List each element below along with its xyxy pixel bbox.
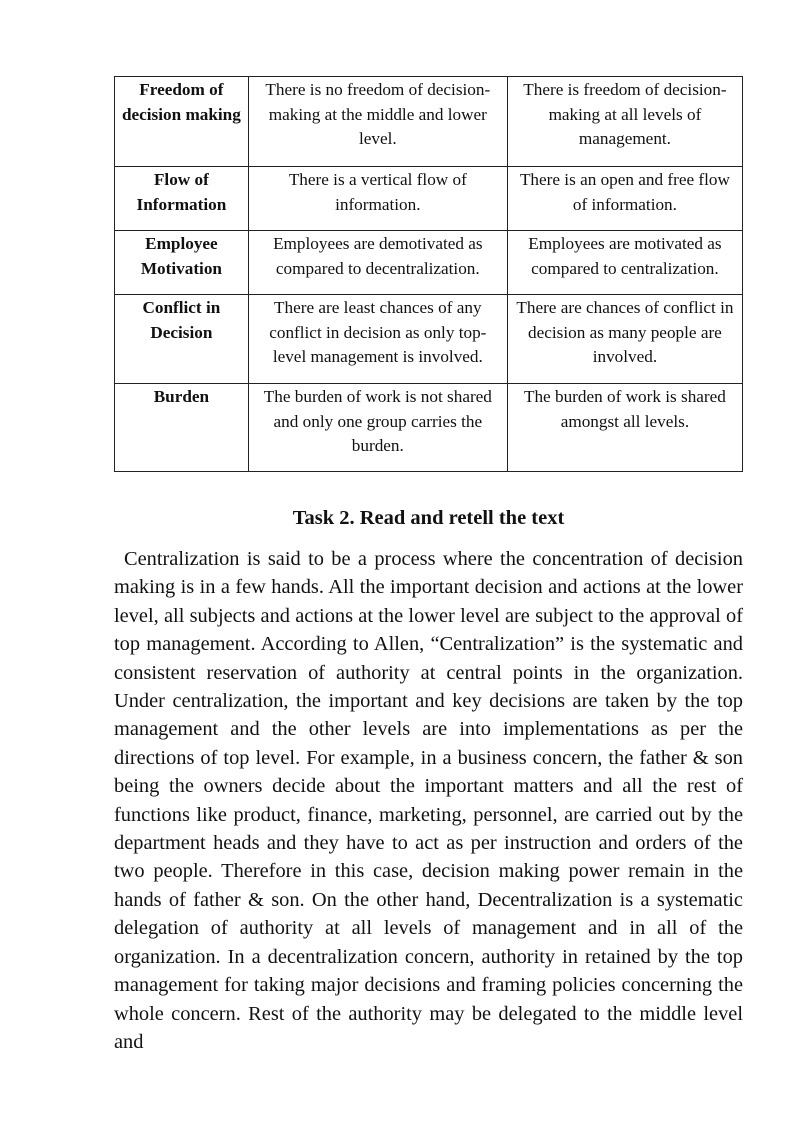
centralization-cell: There is a vertical flow of information. <box>248 167 507 231</box>
centralization-cell: There are least chances of any conflict in decision as only top-level management is involved. <box>248 295 507 384</box>
aspect-cell: Burden <box>115 384 249 472</box>
centralization-cell: Employees are demotivated as compared to decentralization. <box>248 231 507 295</box>
body-paragraph: Centralization is said to be a process where the concentration of decision making is in a few hands. All the important decision and actions at the lower level, all subjects and actions at the lower level are subject to the approval of top management. According to Allen, “Centralization” is the systematic and consistent reservation of authority at central points in the organization. Under centralization, the important and key decisions are taken by the top management and the other levels are into implementations as per the directions of top level. For example, in a business concern, the father & son being the owners decide about the important matters and all the rest of functions like product, finance, marketing, personnel, are carried out by the department heads and they have to act as per instruction and orders of the two people. Therefore in this case, decision making power remain in the hands of father & son. On the other hand, Decentralization is a systematic delegation of authority at all levels of management and in all of the organization. In a decentralization concern, authority in retained by the top management for taking major decisions and framing policies concerning the whole concern. Rest of the authority may be delegated to the middle level and <box>114 548 743 1053</box>
table-row <box>115 295 743 384</box>
centralization-cell: There is no freedom of decision-making at the middle and lower level. <box>248 77 507 167</box>
table-row <box>115 231 743 295</box>
table-row <box>115 167 743 231</box>
aspect-cell: Flow of Information <box>115 167 249 231</box>
centralization-cell: The burden of work is not shared and only one group carries the burden. <box>248 384 507 472</box>
decentralization-cell: There is freedom of decision-making at all levels of management. <box>507 77 742 167</box>
aspect-cell: Freedom of decision making <box>115 77 249 167</box>
table-row <box>115 384 743 472</box>
comparison-table <box>114 76 743 472</box>
task-heading: Task 2. Read and retell the text <box>292 507 565 529</box>
decentralization-cell: There are chances of conflict in decision as many people are involved. <box>507 295 742 384</box>
decentralization-cell: The burden of work is shared amongst all levels. <box>507 384 742 472</box>
aspect-cell: Conflict in Decision <box>115 295 249 384</box>
decentralization-cell: There is an open and free flow of information. <box>507 167 742 231</box>
table-row <box>115 77 743 167</box>
decentralization-cell: Employees are motivated as compared to centralization. <box>507 231 742 295</box>
aspect-cell: Employee Motivation <box>115 231 249 295</box>
